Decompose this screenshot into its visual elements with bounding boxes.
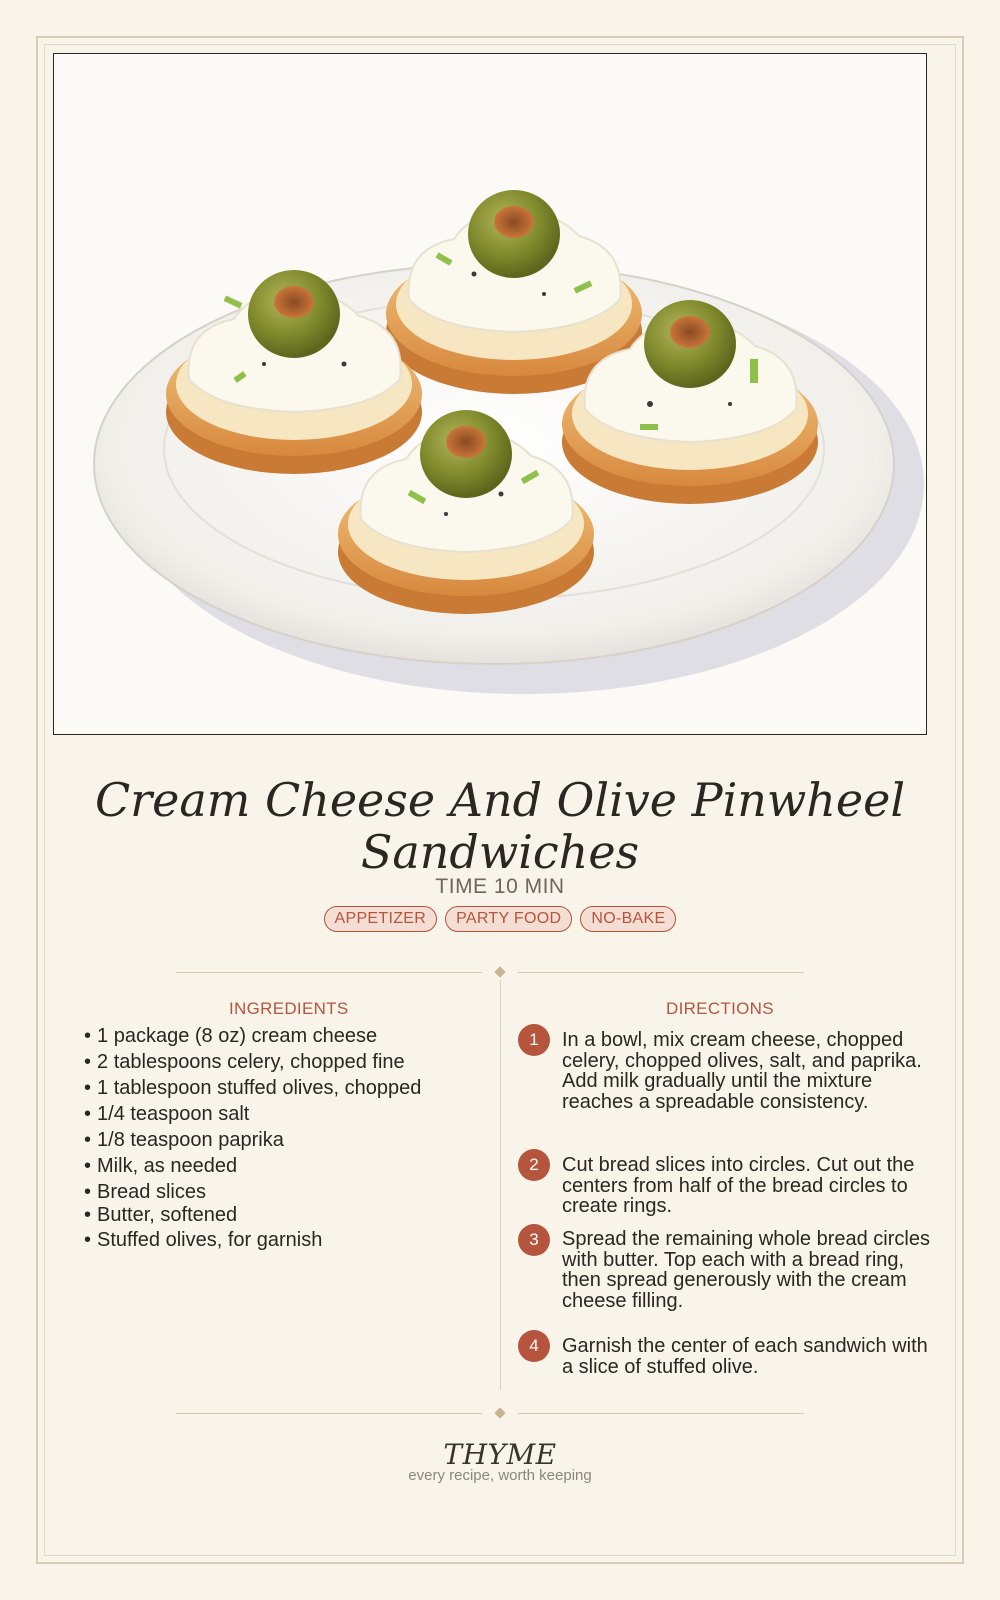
brand-tagline: every recipe, worth keeping	[408, 1467, 592, 1484]
tag-party-food[interactable]: PARTY FOOD	[445, 906, 572, 932]
step-number: 2	[518, 1149, 550, 1181]
step-number: 4	[518, 1330, 550, 1362]
step-text: Cut bread slices into circles. Cut out the centers from half of the bread circles to create rings.	[562, 1154, 915, 1217]
step-text: In a bowl, mix cream cheese, chopped celery, chopped olives, salt, and paprika. Add milk gradually until the mixture reaches a spreadable consistency.	[562, 1029, 922, 1113]
ingredients-heading: INGREDIENTS	[229, 999, 349, 1018]
brand-logo: THYME	[443, 1438, 557, 1471]
column-divider	[500, 980, 501, 1390]
recipe-photo	[53, 53, 927, 735]
ingredient-item: • 1 package (8 oz) cream cheese	[84, 1025, 484, 1047]
ingredient-item: • Butter, softened	[84, 1204, 484, 1226]
step-number: 3	[518, 1224, 550, 1256]
tag-appetizer[interactable]: APPETIZER	[324, 906, 438, 932]
ingredient-item: • Stuffed olives, for garnish	[84, 1229, 484, 1251]
tag-no-bake[interactable]: NO-BAKE	[580, 906, 676, 932]
prep-time: TIME 10 MIN	[435, 875, 565, 898]
ingredient-list	[84, 1025, 484, 1251]
ingredient-item: • Bread slices	[84, 1181, 484, 1203]
tag-list	[0, 906, 1000, 932]
ingredient-item: • 1/8 teaspoon paprika	[84, 1129, 484, 1151]
recipe-title: Cream Cheese And Olive Pinwheel Sandwiches	[94, 773, 906, 879]
step-text: Garnish the center of each sandwich with a slice of stuffed olive.	[562, 1335, 928, 1378]
ingredient-item: • 1/4 teaspoon salt	[84, 1103, 484, 1125]
ingredient-item: • 1 tablespoon stuffed olives, chopped	[84, 1077, 484, 1099]
directions-heading: DIRECTIONS	[666, 999, 774, 1018]
step-number: 1	[518, 1024, 550, 1056]
ingredient-item: • Milk, as needed	[84, 1155, 484, 1177]
ingredient-item: • 2 tablespoons celery, chopped fine	[84, 1051, 484, 1073]
step-text: Spread the remaining whole bread circles with butter. Top each with a bread ring, then spread generously with the cream cheese filling.	[562, 1228, 930, 1312]
